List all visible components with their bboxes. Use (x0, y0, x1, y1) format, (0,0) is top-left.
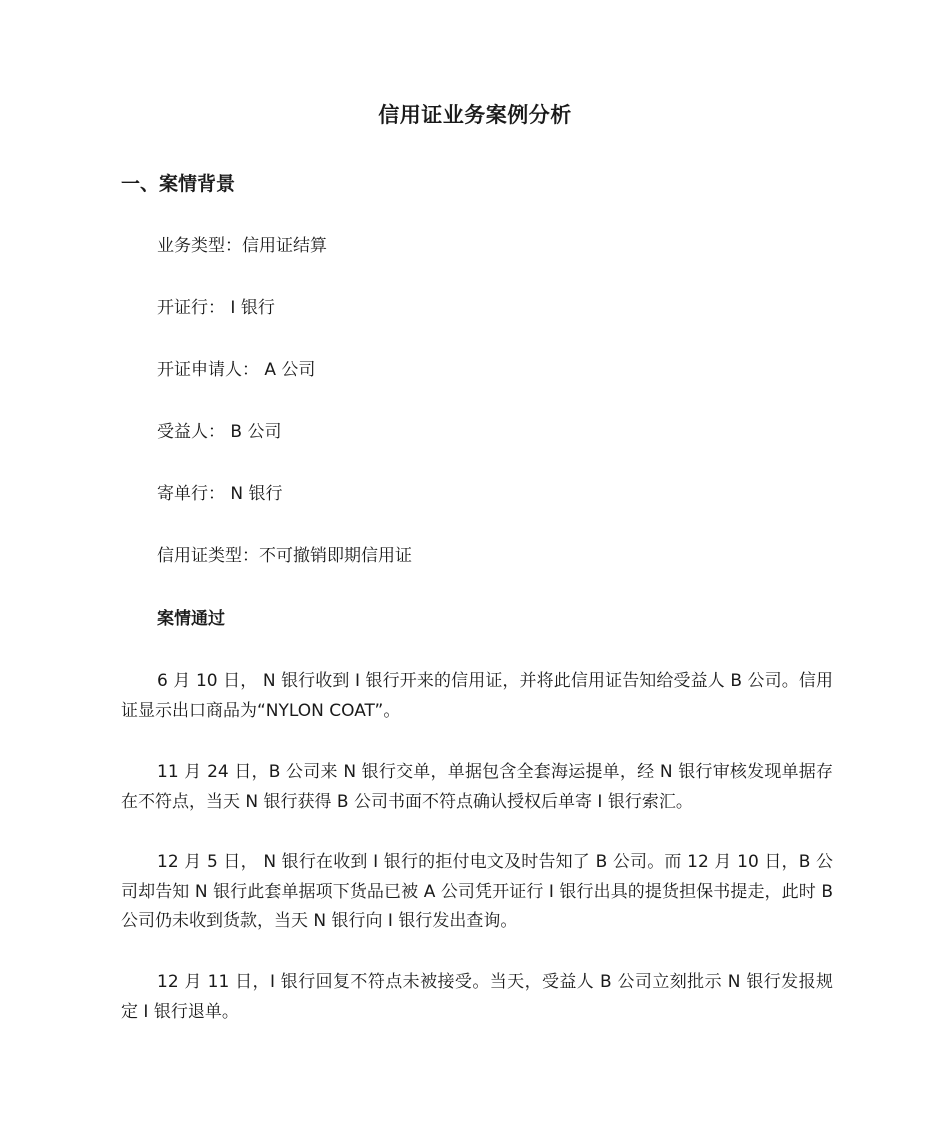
section-heading-background: 一、案情背景 (121, 173, 236, 195)
field-credit-type: 信用证类型：不可撤销即期信用证 (157, 546, 412, 566)
paragraph-dec-5: 12 月 5 日， N 银行在收到 I 银行的拒付电文及时告知了 B 公司。而 12 月 10 日，B 公司却告知 N 银行此套单据项下货品已被 A 公司凭开证行 I 银行出具的提货担保书提走，此时 B 公司仍未收到货款，当天 N 银行向 I 银行发出查询。 (121, 852, 833, 931)
field-issuing-bank: 开证行： I 银行 (157, 298, 275, 318)
field-beneficiary: 受益人： B 公司 (157, 422, 282, 442)
field-applicant: 开证申请人： A 公司 (157, 360, 316, 380)
paragraph-nov-24: 11 月 24 日，B 公司来 N 银行交单，单据包含全套海运提单，经 N 银行审核发现单据存在不符点，当天 N 银行获得 B 公司书面不符点确认授权后单寄 I 银行索汇。 (121, 762, 833, 812)
document-title: 信用证业务案例分析 (378, 103, 572, 127)
field-business-type: 业务类型：信用证结算 (157, 236, 327, 256)
paragraph-june-10: 6 月 10 日， N 银行收到 I 银行开来的信用证，并将此信用证告知给受益人 B 公司。信用证显示出口商品为“NYLON COAT”。 (121, 671, 833, 721)
paragraph-dec-11: 12 月 11 日，I 银行回复不符点未被接受。当天，受益人 B 公司立刻批示 N 银行发报规定 I 银行退单。 (121, 972, 833, 1022)
subheading-case-process: 案情通过 (157, 609, 225, 629)
field-remitting-bank: 寄单行： N 银行 (157, 484, 283, 504)
